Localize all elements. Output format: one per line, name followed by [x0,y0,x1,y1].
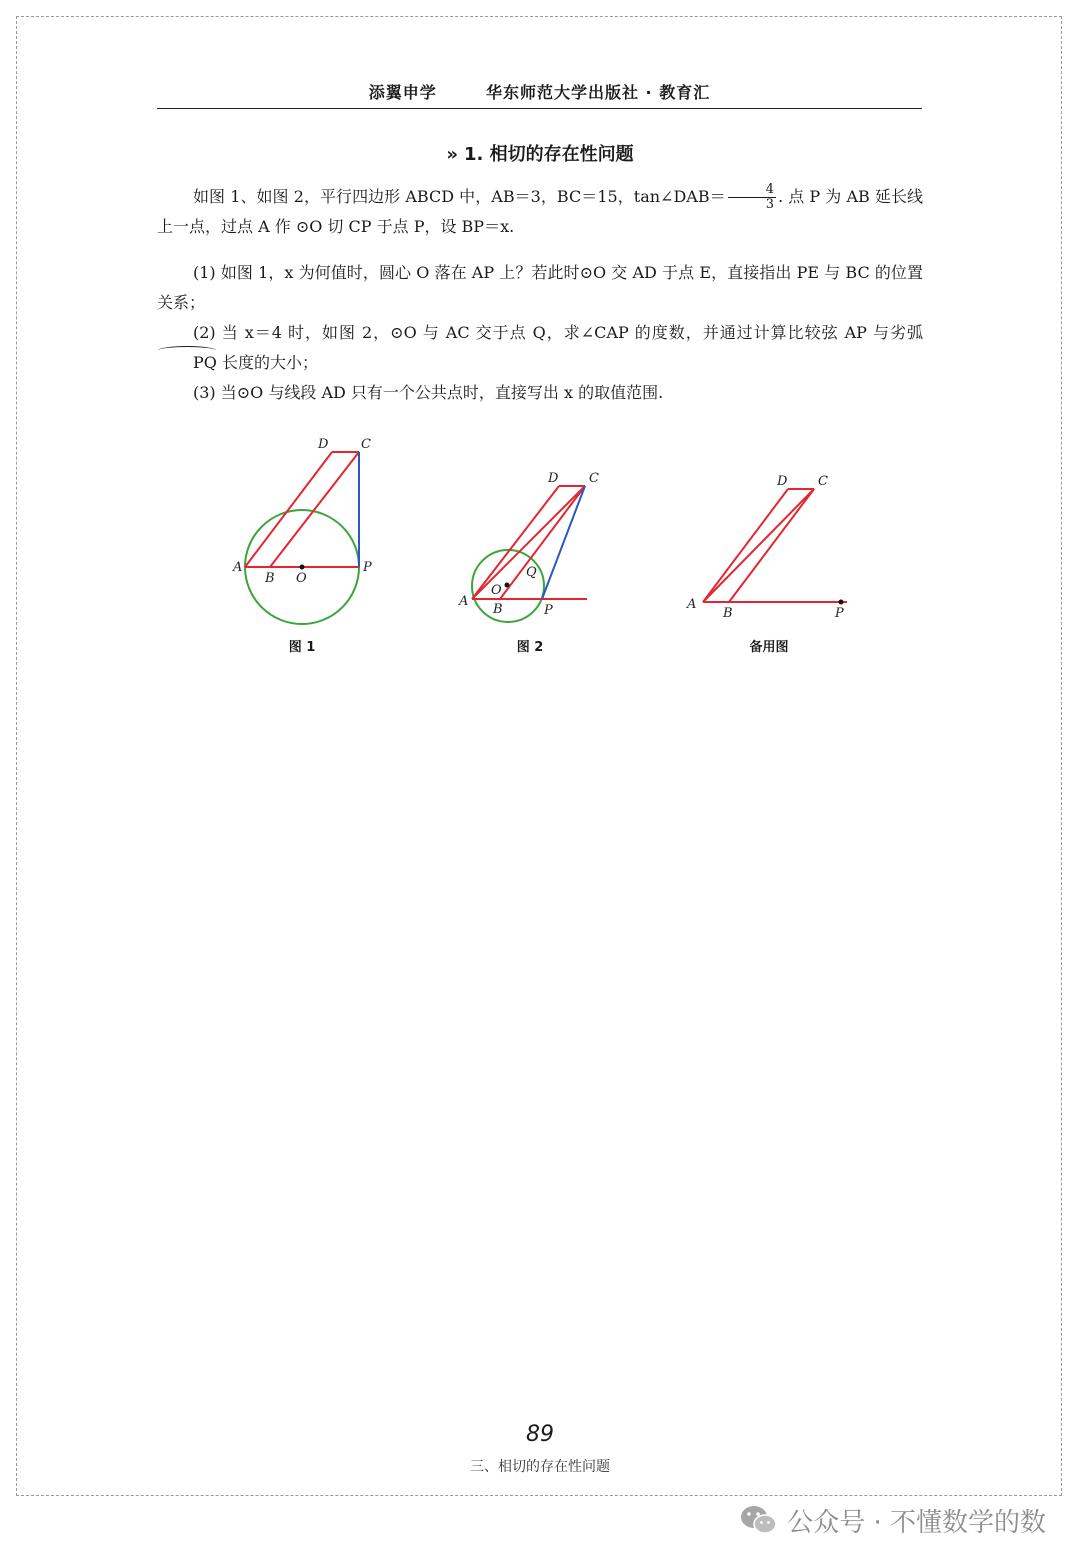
side-ad [472,486,559,599]
fraction-denominator: 3 [765,197,774,212]
point-p-dot [839,600,844,605]
figure-2-caption: 图 2 [516,640,544,655]
label-c: C [361,437,371,452]
label-d: D [548,471,559,486]
question-1: (1) 如图 1，x 为何值时，圆心 O 落在 AP 上？若此时⊙O 交 AD 于点 E，直接指出 PE 与 BC 的位置关系； [157,263,923,312]
page-header [157,80,922,109]
problem-intro [157,182,923,242]
side-bc [729,489,814,602]
label-p: P [835,606,844,621]
question-2-text: (2) 当 x＝4 时，如图 2，⊙O 与 AC 交于点 Q，求∠CAP 的度数，并通过计算比较弦 AP 与劣弧 [193,323,923,342]
header-left: 添翼申学 [368,83,437,102]
label-a: A [233,560,243,575]
label-b: B [723,606,733,621]
label-d: D [777,474,788,489]
label-o: O [296,571,307,586]
label-q: Q [526,565,537,580]
question-2 [157,318,923,378]
wechat-icon [739,1503,779,1537]
figure-spare [685,470,855,620]
figure-1-diagram [225,432,385,632]
side-bc [270,452,359,567]
segment-cp [542,486,585,599]
figure-1-caption: 图 1 [288,640,316,655]
page-number: 89 [526,1422,554,1447]
label-o: O [491,583,502,598]
diagonal-ac [703,489,814,602]
figure-2 [455,468,599,633]
footer-chapter: 三、相切的存在性问题 [470,1459,610,1475]
label-a: A [687,597,697,612]
intro-text-1: 如图 1、如图 2，平行四边形 ABCD 中，AB＝3，BC＝15，tan∠DAB＝ [193,187,726,206]
intro-text-2: . 点 P 为 AB 延长线上一点，过点 A 作 ⊙O 切 CP 于点 P，设 BP＝x. [157,187,923,236]
side-ad [703,489,788,602]
center-o-dot [505,583,510,588]
side-bc [500,486,585,599]
header-right: 华东师范大学出版社 · 教育汇 [485,83,711,102]
watermark-text: 公众号 · 不懂数学的数 [787,1507,1046,1538]
fraction-numerator: 4 [728,183,776,198]
label-c: C [818,474,828,489]
label-c: C [589,471,599,486]
center-o-dot [300,565,305,570]
watermark [739,1500,1046,1540]
label-p: P [363,560,372,575]
figure-1 [225,432,385,632]
arc-pq: PQ [157,348,217,378]
label-a: A [459,594,469,609]
fraction [728,183,776,212]
question-2-tail: 长度的大小； [216,353,318,372]
label-b: B [265,571,275,586]
question-3: (3) 当⊙O 与线段 AD 只有一个公共点时，直接写出 x 的取值范围. [193,383,664,402]
figure-2-diagram [455,468,599,633]
section-title [0,140,1080,166]
label-p: P [544,603,553,618]
label-d: D [318,437,329,452]
diagonal-ac [472,486,585,599]
figure-spare-diagram [685,470,855,620]
section-title-text: 1. 相切的存在性问题 [464,144,634,165]
figure-spare-caption: 备用图 [749,640,789,655]
section-marker-icon: » [446,144,458,165]
side-ad [245,452,332,567]
label-b: B [493,602,503,617]
